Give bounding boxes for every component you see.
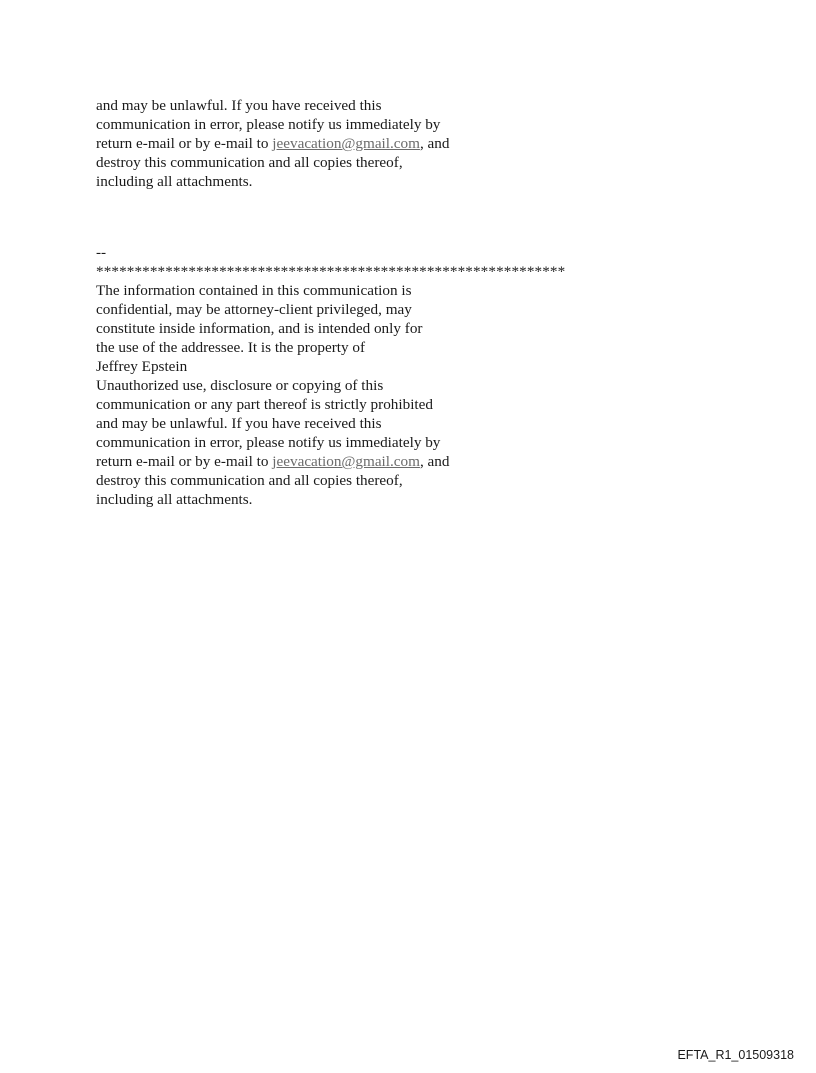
signature-separator: -- <box>96 244 107 261</box>
disclaimer-full <box>96 281 449 509</box>
text-line: and may be unlawful. If you have received this <box>96 415 382 432</box>
text-line: destroy this communication and all copies thereof, <box>96 472 403 489</box>
text-segment: , and <box>419 135 450 152</box>
asterisk-divider: ************************************************************* <box>96 263 566 280</box>
text-segment: , and <box>419 453 450 470</box>
text-line: communication in error, please notify us immediately by <box>96 116 441 133</box>
text-segment: return e-mail or by e-mail to <box>96 453 273 470</box>
disclaimer-fragment-top <box>96 96 449 191</box>
document-id: EFTA_R1_01509318 <box>677 1048 794 1062</box>
text-line: Jeffrey Epstein <box>96 358 188 375</box>
text-line: communication or any part thereof is strictly prohibited <box>96 396 433 413</box>
text-line-with-link <box>96 134 449 153</box>
email-link[interactable]: jeevacation@gmail.com <box>272 135 420 152</box>
text-line: including all attachments. <box>96 491 253 508</box>
text-line: constitute inside information, and is intended only for <box>96 320 423 337</box>
text-line: including all attachments. <box>96 173 253 190</box>
text-line: destroy this communication and all copies thereof, <box>96 154 403 171</box>
text-line-with-link <box>96 452 449 471</box>
text-line: confidential, may be attorney-client privileged, may <box>96 301 412 318</box>
email-link[interactable]: jeevacation@gmail.com <box>272 453 420 470</box>
text-line: and may be unlawful. If you have received this <box>96 97 382 114</box>
text-segment: return e-mail or by e-mail to <box>96 135 273 152</box>
text-line: the use of the addressee. It is the property of <box>96 339 366 356</box>
text-line: Unauthorized use, disclosure or copying of this <box>96 377 384 394</box>
text-line: The information contained in this communication is <box>96 282 412 299</box>
text-line: communication in error, please notify us immediately by <box>96 434 441 451</box>
